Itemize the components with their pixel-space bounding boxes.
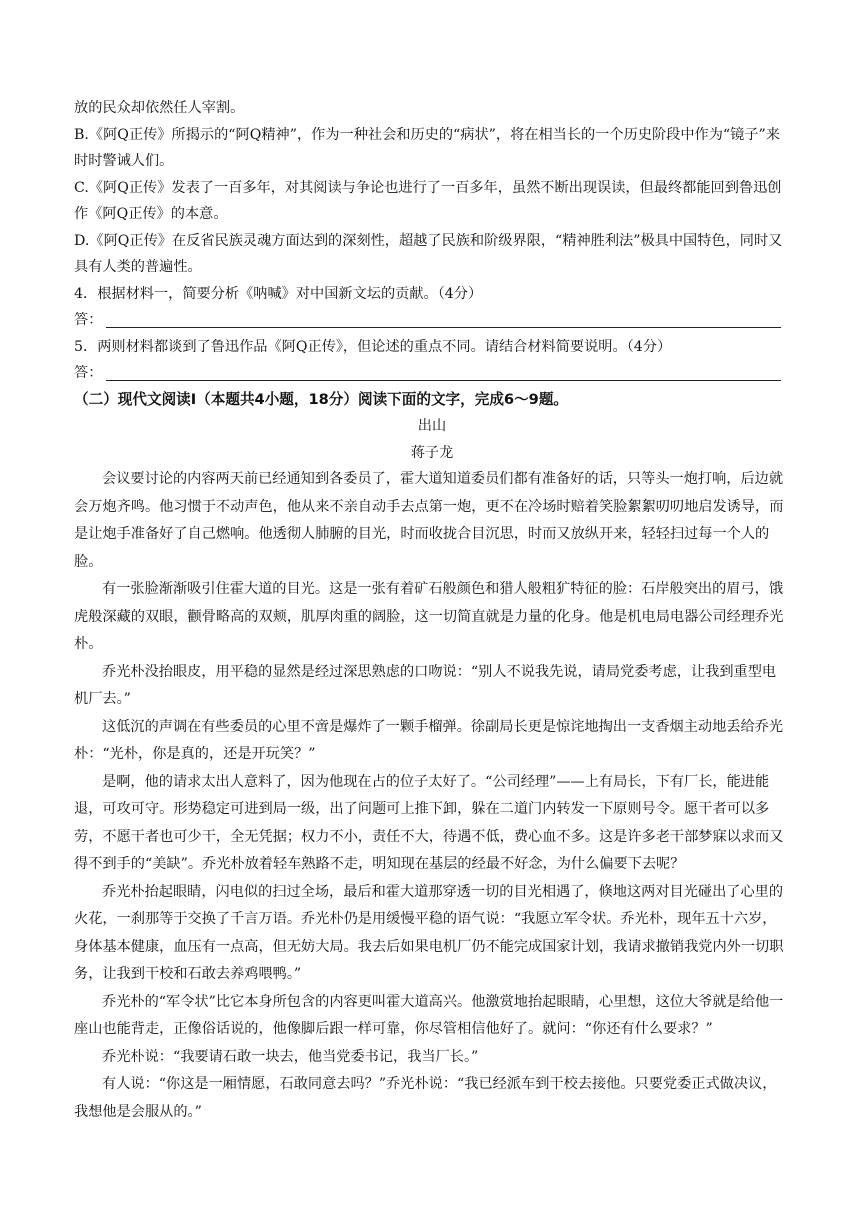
question-5: 5．两则材料都谈到了鲁迅作品《阿Q正传》，但论述的重点不同。请结合材料简要说明。（4分） — [74, 338, 672, 355]
answer-rule-5 — [106, 380, 781, 381]
story-paragraph: 有人说：“你这是一厢情愿，石敢同意去吗？”乔光朴说：“我已经派车到干校去接他。只要党委正式做决议，我想他是会服从的。” — [74, 1076, 777, 1120]
story-paragraph: 乔光朴的“军令状”比它本身所包含的内容更叫霍大道高兴。他激赏地抬起眼睛，心里想，这位大爷就是给他一座山也能背走，正像俗话说的，他像脚后跟一样可靠，你尽管相信他好了。就问：“你还有什么要求？” — [74, 993, 784, 1037]
answer-rule-4 — [106, 327, 781, 328]
story-paragraph: 乔光朴没抬眼皮，用平稳的显然是经过深思熟虑的口吻说：“别人不说我先说，请局党委考虑，让我到重型电机厂去。” — [74, 663, 777, 707]
section-title: （二）现代文阅读Ⅰ（本题共4小题，18分）阅读下面的文字，完成6～9题。 — [74, 390, 569, 408]
story-body — [74, 466, 790, 1126]
answer-label-4: 答： — [74, 312, 103, 328]
story-paragraph: 会议要讨论的内容两天前已经通知到各委员了，霍大道知道委员们都有准备好的话，只等头一炮打响，后边就会万炮齐鸣。他习惯于不动声色，他从来不亲自动手去点第一炮，更不在冷场时赔着笑脸絮絮叨叨地启发诱导，而是让炮手准备好了自己燃响。他透彻人肺腑的目光，时而收拢合目沉思，时而又放纵开来，轻轻扫过每一个人的脸。 — [74, 471, 784, 570]
answer-label-5: 答： — [74, 365, 103, 381]
story-paragraph: 是啊，他的请求太出人意料了，因为他现在占的位子太好了。“公司经理”——上有局长，下有厂长，能进能退，可攻可守。形势稳定可进到局一级，出了问题可上推下卸，躲在二道门内转发一下原则号令。愿干者可以多劳，不愿干者也可少干，全无凭据；权力不小，责任不大，待遇不低，费心血不多。这是许多老干部梦寐以求而又得不到手的“美缺”。乔光朴放着轻车熟路不走，明知现在基层的经最不好念，为什么偏要下去呢？ — [74, 773, 784, 872]
story-paragraph: 乔光朴说：“我要请石敢一块去，他当党委书记，我当厂长。” — [102, 1048, 479, 1065]
story-author: 蒋子龙 — [410, 444, 454, 461]
option-d: D.《阿Q正传》在反省民族灵魂方面达到的深刻性，超越了民族和阶级界限，“精神胜利法”极具中国特色，同时又具有人类的普遍性。 — [74, 232, 783, 275]
question-4: 4．根据材料一，简要分析《呐喊》对中国新文坛的贡献。（4分） — [74, 285, 483, 302]
story-title: 出山 — [417, 418, 447, 434]
answer-line-5[interactable] — [74, 360, 790, 387]
story-paragraph: 有一张脸渐渐吸引住霍大道的目光。这是一张有着矿石般颜色和猎人般粗犷特征的脸：石岸般突出的眉弓，饿虎般深藏的双眼，颧骨略高的双颊，肌厚肉重的阔脸，这一切简直就是力量的化身。他是机电局电器公司经理乔光朴。 — [74, 581, 784, 652]
story-paragraph: 这低沉的声调在有些委员的心里不啻是爆炸了一颗手榴弹。徐副局长更是惊诧地掏出一支香烟主动地丢给乔光朴：“光朴，你是真的，还是开玩笑？” — [74, 718, 784, 762]
option-b: B.《阿Q正传》所揭示的“阿Q精神”，作为一种社会和历史的“病状”，将在相当长的一个历史阶段中作为“镜子”来时时警诫人们。 — [74, 126, 780, 169]
page-content — [74, 95, 790, 1126]
option-a-tail: 放的民众却依然任人宰割。 — [74, 100, 245, 116]
story-paragraph: 乔光朴抬起眼睛，闪电似的扫过全场，最后和霍大道那穿透一切的目光相遇了，倏地这两对目光碰出了心里的火花，一刹那等于交换了千言万语。乔光朴仍是用缓慢平稳的语气说：“我愿立军令状。乔光朴，现年五十六岁，身体基本健康，血压有一点高，但无妨大局。我去后如果电机厂仍不能完成国家计划，我请求撤销我党内外一切职务，让我到干校和石敢去养鸡喂鸭。” — [74, 883, 784, 982]
option-c: C.《阿Q正传》发表了一百多年，对其阅读与争论也进行了一百多年，虽然不断出现误读，但最终都能回到鲁迅创作《阿Q正传》的本意。 — [74, 179, 782, 222]
answer-line-4[interactable] — [74, 307, 790, 334]
